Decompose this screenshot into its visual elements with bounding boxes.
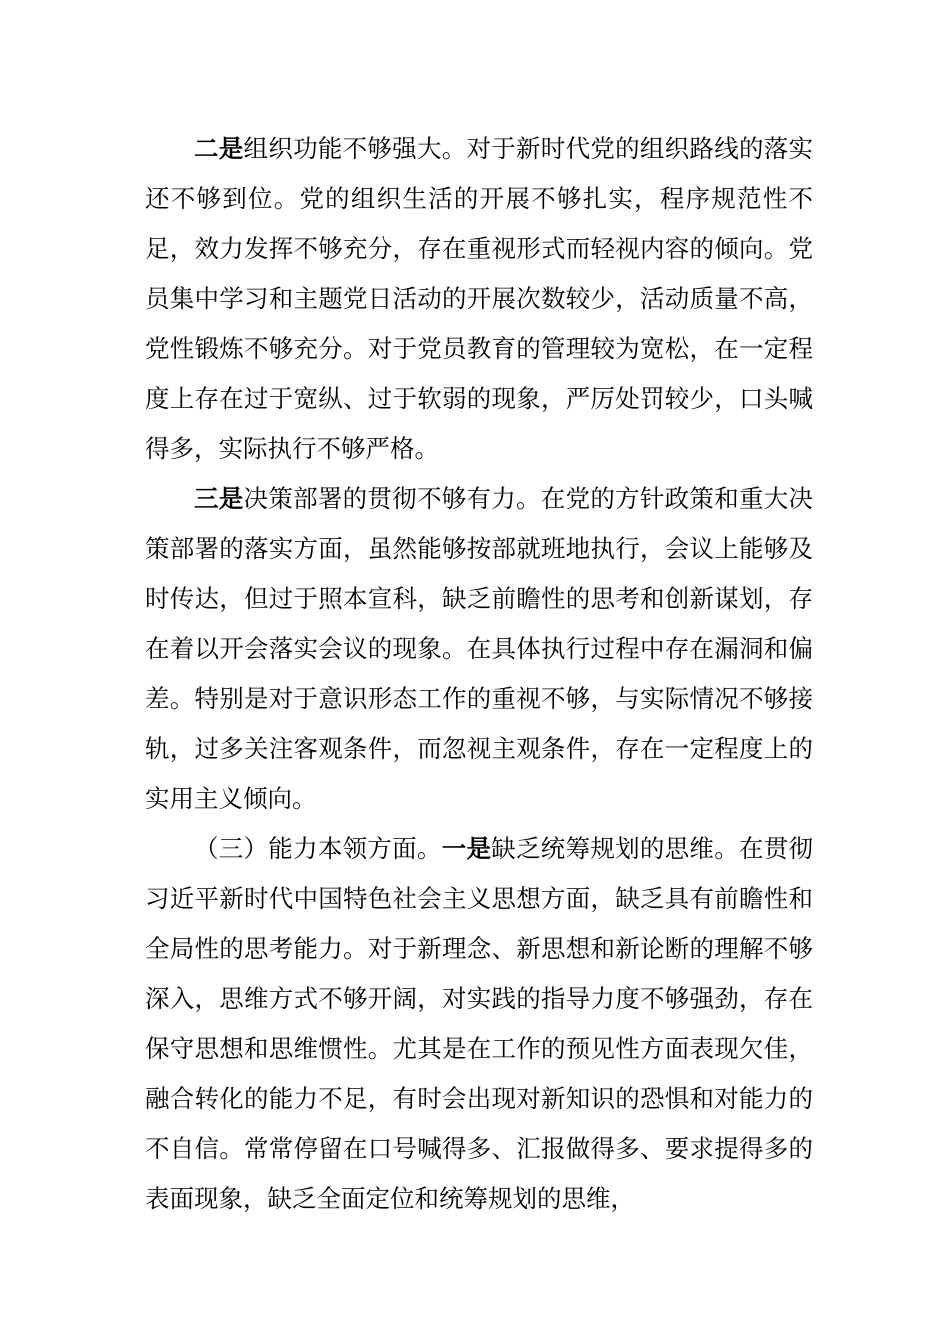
paragraph-organization [145, 124, 813, 474]
paragraph-ability [145, 824, 813, 1224]
body-text [145, 124, 813, 1224]
paragraph-lead: 一是 [441, 834, 492, 863]
paragraph-lead: 二是 [194, 134, 244, 163]
paragraph-lead: 三是 [194, 484, 244, 513]
paragraph-text: 决策部署的贯彻不够有力。在党的方针政策和重大决策部署的落实方面，虽然能够按部就班地执行，会议上能够及时传达，但过于照本宣科，缺乏前瞻性的思考和创新谋划，存在着以开会落实会议的现象。在具体执行过程中存在漏洞和偏差。特别是对于意识形态工作的重视不够，与实际情况不够接轨，过多关注客观条件，而忽视主观条件，存在一定程度上的实用主义倾向。 [145, 484, 814, 813]
section-heading: （三）能力本领方面。 [194, 834, 442, 863]
paragraph-text: 组织功能不够强大。对于新时代党的组织路线的落实还不够到位。党的组织生活的开展不够扎实，程序规范性不足，效力发挥不够充分，存在重视形式而轻视内容的倾向。党员集中学习和主题党日活动的开展次数较少，活动质量不高，党性锻炼不够充分。对于党员教育的管理较为宽松，在一定程度上存在过于宽纵、过于软弱的现象，严厉处罚较少，口头喊得多，实际执行不够严格。 [145, 134, 814, 463]
paragraph-text: 缺乏统筹规划的思维。在贯彻习近平新时代中国特色社会主义思想方面，缺乏具有前瞻性和全局性的思考能力。对于新理念、新思想和新论断的理解不够深入，思维方式不够开阔，对实践的指导力度不够强劲，存在保守思想和思维惯性。尤其是在工作的预见性方面表现欠佳，融合转化的能力不足，有时会出现对新知识的恐惧和对能力的不自信。常常停留在口号喊得多、汇报做得多、要求提得多的表面现象，缺乏全面定位和统筹规划的思维， [145, 834, 814, 1213]
paragraph-decision [145, 474, 813, 824]
